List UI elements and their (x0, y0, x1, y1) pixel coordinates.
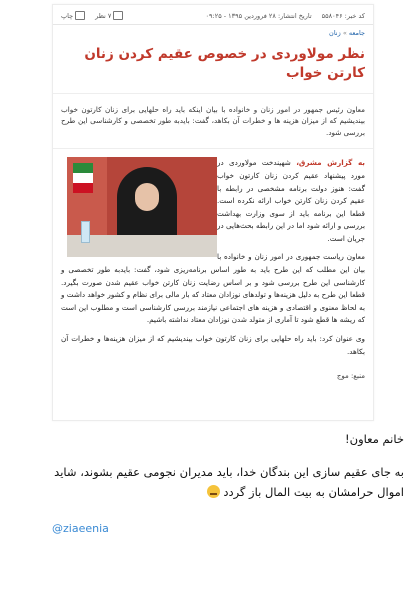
printer-icon (75, 11, 85, 20)
breadcrumb-page[interactable]: زنان (329, 29, 341, 37)
body-paragraph-2: معاون ریاست جمهوری در امور زنان و خانواده با بیان این مطلب که این طرح باید به طور اساس برنامه‌ریزی شود، گفت: بایدبه طور تخصصی و کارشناسی این طرح بررسی شود و بر اساس رضایت زنان کارتن خواب عقیم شدن صورت بگیرد. قطعا این طرح به دلیل هزینه‌ها و تولدهای نوزادان معتاد که بار مالی برای نظام و کشور خواهد داشت و به لحاظ معنوی و اقتصادی و هزینه های اجتماعی نیازمند بررسی کارشناسی است و مطلوب این است که ریشه ها قطع شود تا آماری از متولد شدن نوزادان معتاد نداشته باشیم. (61, 252, 365, 325)
article-topbar (53, 5, 373, 25)
tweet-text: به جای عقیم سازی این بندگان خدا، باید مدیران نجومی عقیم بشوند، شاید اموال حرامشان به بیت المال باز گردد (54, 465, 404, 500)
tweet-line-2 (52, 462, 404, 502)
body-paragraph-1-text: شهیندخت مولاوردی در مورد پیشنهاد عقیم کردن زنان کارتون خواب گفت: هنوز دولت برنامه مشخصی در رابطه با عقیم کردن زنان کارتن خواب ارائه نکرده است. قطعا این برنامه باید از سوی وزارت بهداشت بررسی و ارائه شود اما در این رابطه بحث‌هایی در جریان است. (217, 158, 365, 243)
news-article-screenshot (52, 4, 374, 421)
comments-count: ۷ نظر (95, 11, 112, 20)
article-headline: نظر مولاوردی در خصوص عقیم کردن زنان کارتن خواب (53, 41, 373, 94)
breadcrumb-section[interactable]: جامعه (348, 29, 365, 37)
body-paragraph-3: وی عنوان کرد: باید راه حلهایی برای زنان کارتون خواب بیندیشیم که از میزان هزینه‌ها و خطرات آن بکاهد. (61, 334, 365, 356)
print-label: چاپ (61, 11, 74, 20)
twitter-handle-link[interactable]: @ziaeenia (52, 522, 109, 535)
comment-icon (113, 11, 123, 20)
water-bottle (81, 221, 90, 243)
smirk-emoji-icon (207, 485, 220, 498)
news-code: کد خبر: ۵۵۸۰۴۶ (321, 11, 365, 20)
article-lead: معاون رئیس جمهور در امور زنان و خانواده با بیان اینکه باید راه حلهایی برای زنان کارتون خواب بیندیشیم که از میزان هزینه ها و خطرات آن بکاهد، گفت: بایدبه طور تخصصی و کارشناسی این طرح بررسی شود. (53, 94, 373, 150)
flag-image (73, 163, 93, 193)
tweet-line-1: خانم معاون! (345, 432, 404, 446)
breadcrumb-separator: » (342, 29, 347, 37)
article-tools (61, 11, 123, 20)
article-source: منبع: موج (336, 372, 365, 381)
print-button[interactable] (61, 11, 85, 20)
article-photo (67, 157, 217, 257)
agency-credit: به گزارش مشرق، (296, 158, 366, 168)
publish-date: تاریخ انتشار: ۲۸ فروردین ۱۳۹۵ - ۰۹:۲۵ (205, 11, 312, 20)
breadcrumb (53, 25, 373, 41)
article-meta (206, 12, 365, 20)
comments-link[interactable] (95, 11, 123, 20)
article-body (53, 149, 373, 372)
